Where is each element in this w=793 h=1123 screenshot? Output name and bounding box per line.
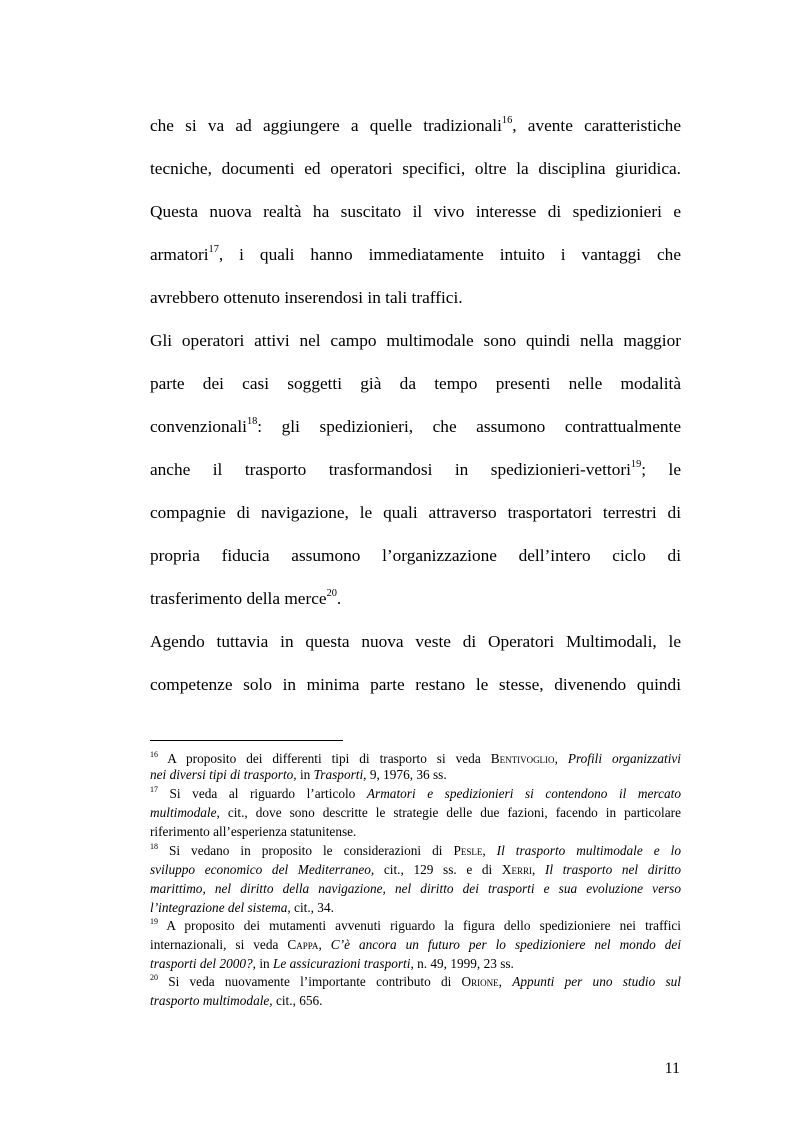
author-name: Cappa [287, 937, 319, 952]
footnote-16-cont: nei diversi tipi di trasporto, in Trasporti, 9, 1976, 36 ss. [150, 767, 447, 782]
footnote-ref-19: 19 [630, 459, 642, 471]
body-line: anche il trasporto trasformandosi in spedizionieri-vettori$^{19}$; le [150, 459, 682, 479]
author-name: Orione [461, 974, 499, 989]
body-line: armatori$^{17}$, i quali hanno immediatamente intuito i vantaggi che [150, 244, 681, 264]
footnote-18: $^{18}$ Si vedano in proposito le considerazioni di Pesle, Il trasporto multimodale e lo [150, 842, 681, 858]
footnote-19: $^{19}$ A proposito dei mutamenti avvenuti riguardo la figura dello spedizioniere nei traffici [150, 917, 681, 933]
body-line: parte dei casi soggetti già da tempo presenti nelle modalità [150, 374, 681, 393]
body-line: che si va ad aggiungere a quelle tradizionali$^{16}$, avente caratteristiche [150, 115, 681, 135]
author-name: Xerri [501, 862, 532, 877]
body-line: trasferimento della merce$^{20}$. [150, 588, 342, 608]
body-line: competenze solo in minima parte restano le stesse, divenendo quindi [150, 675, 681, 694]
footnote-17: $^{17}$ Si veda al riguardo l’articolo Armatori e spedizionieri si contendono il mercato [150, 785, 681, 801]
body-line: Agendo tuttavia in questa nuova veste di Operatori Multimodali, le [150, 632, 681, 651]
footnote-18-cont: sviluppo economico del Mediterraneo, cit., 129 ss. e di Xerri, Il trasporto nel diritto [150, 862, 681, 877]
footnote-separator [150, 740, 343, 741]
footnote-19-cont: internazionali, si veda Cappa, C’è ancora un futuro per lo spedizioniere nel mondo dei [150, 937, 682, 952]
footnote-18-cont: l’integrazione del sistema, cit., 34. [150, 900, 334, 915]
body-line: convenzionali$^{18}$: gli spedizionieri, che assumono contrattualmente [150, 416, 681, 436]
footnote-18-cont: marittimo, nel diritto della navigazione, nel diritto dei trasporti e sua evoluzione verso [150, 881, 681, 896]
footnote-20-cont: trasporto multimodale, cit., 656. [150, 993, 323, 1008]
footnote-17-cont: riferimento all’esperienza statunitense. [150, 824, 357, 839]
body-line: propria fiducia assumono l’organizzazione dell’intero ciclo di [150, 546, 681, 565]
footnote-16: $^{16}$ A proposito dei differenti tipi di trasporto si veda Bentivoglio, Profili organizzativi [150, 750, 681, 766]
author-name: Pesle [453, 843, 483, 858]
footnote-20: $^{20}$ Si veda nuovamente l’importante contributo di Orione, Appunti per uno studio sul [150, 973, 681, 989]
footnote-ref-20: 20 [326, 588, 337, 600]
footnote-17-cont: multimodale, cit., dove sono descritte le strategie delle due fazioni, facendo in particolare [150, 805, 681, 820]
footnote-ref-16: 16 [501, 115, 513, 127]
body-line: Questa nuova realtà ha suscitato il vivo interesse di spedizionieri e [150, 202, 681, 221]
body-line: Gli operatori attivi nel campo multimodale sono quindi nella maggior [150, 331, 681, 350]
footnote-ref-17: 17 [208, 244, 219, 256]
author-name: Bentivoglio [490, 751, 555, 766]
body-line: compagnie di navigazione, le quali attraverso trasportatori terrestri di [150, 503, 681, 522]
footnote-19-cont: trasporti del 2000?, in Le assicurazioni trasporti, n. 49, 1999, 23 ss. [150, 956, 514, 971]
footnote-ref-18: 18 [246, 416, 258, 428]
body-line: tecniche, documenti ed operatori specifici, oltre la disciplina giuridica. [150, 159, 681, 178]
page-number: 11 [664, 1060, 680, 1077]
body-line: avrebbero ottenuto inserendosi in tali traffici. [150, 288, 463, 307]
